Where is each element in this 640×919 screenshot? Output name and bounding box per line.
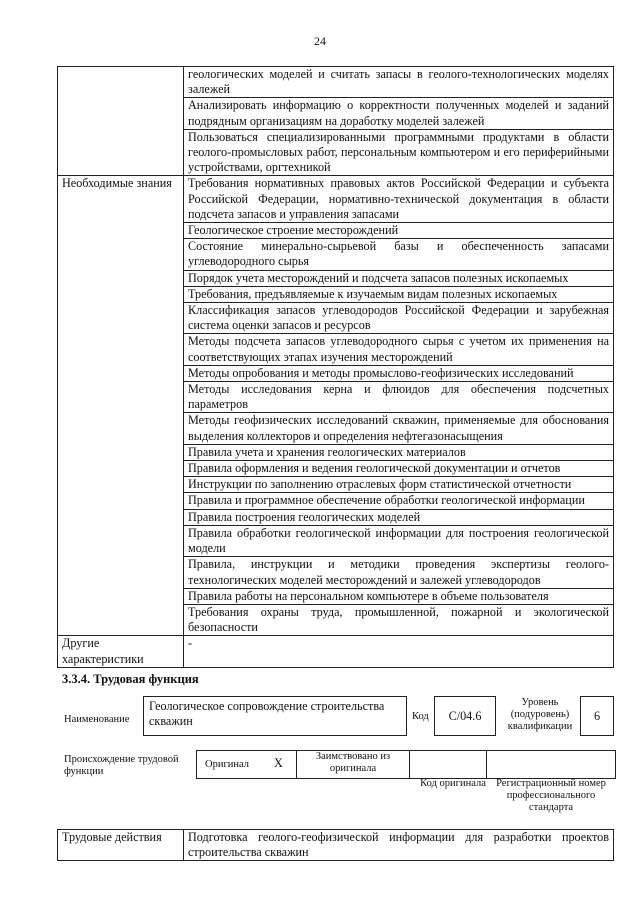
page-number: 24 bbox=[314, 34, 326, 48]
row-text: - bbox=[184, 636, 614, 667]
table-row bbox=[58, 176, 614, 223]
row-text: Правила, инструкции и методики проведения экспертизы геолого-технологических моделей месторождений и залежей углеводородов bbox=[184, 557, 614, 588]
row-text: Инструкции по заполнению отраслевых форм статистической отчетности bbox=[184, 477, 614, 493]
row-text: Правила построения геологических моделей bbox=[184, 509, 614, 525]
code-caption: Код оригинала bbox=[420, 778, 486, 789]
function-name: Геологическое сопровождение строительства скважин bbox=[143, 696, 407, 736]
function-code: С/04.6 bbox=[434, 696, 496, 736]
row-label: Необходимые знания bbox=[58, 176, 184, 636]
row-label bbox=[58, 67, 184, 176]
row-text: Правила учета и хранения геологических материалов bbox=[184, 444, 614, 460]
original-label: Оригинал bbox=[205, 759, 249, 770]
row-text: Методы опробования и методы промыслово-геофизических исследований bbox=[184, 365, 614, 381]
row-text: Анализировать информацию о корректности полученных моделей и заданий подрядным организациям на доработку моделей залежей bbox=[184, 98, 614, 129]
row-text: Пользоваться специализированными программными продуктами в области геолого-промысловых работ, персональным компьютером и его периферийными устройствами, оргтехникой bbox=[184, 129, 614, 176]
labor-actions-table bbox=[57, 829, 614, 861]
row-text: Методы исследования керна и флюидов для обеспечения подсчетных параметров bbox=[184, 382, 614, 413]
row-text: Правила обработки геологической информации для построения геологической модели bbox=[184, 525, 614, 556]
row-text: Методы геофизических исследований скважин, применяемые для обоснования выделения коллекторов и определения нефтегазонасыщения bbox=[184, 413, 614, 444]
row-text: Правила и программное обеспечение обработки геологической информации bbox=[184, 493, 614, 509]
row-text: Требования, предъявляемые к изучаемым видам полезных ископаемых bbox=[184, 286, 614, 302]
section-title: 3.3.4. Трудовая функция bbox=[62, 672, 199, 686]
row-text: Методы подсчета запасов углеводородного сырья с учетом их применения на соответствующих этапах изучения месторождений bbox=[184, 334, 614, 365]
level-label: Уровень (подуровень) квалификации bbox=[507, 697, 573, 732]
row-text: Требования нормативных правовых актов Российской Федерации и субъекта Российской Федерации, нормативно-технической документация в области подсчета запасов и управления запасами bbox=[184, 176, 614, 223]
labor-actions-row bbox=[58, 830, 614, 861]
labor-actions-text: Подготовка геолого-геофизической информации для разработки проектов строительства скважин bbox=[184, 830, 614, 861]
code-label: Код bbox=[412, 711, 429, 722]
qualification-level: 6 bbox=[580, 696, 614, 736]
origin-divider-2 bbox=[409, 750, 410, 779]
origin-divider-3 bbox=[486, 750, 487, 779]
row-text: Порядок учета месторождений и подсчета запасов полезных ископаемых bbox=[184, 270, 614, 286]
labor-actions-label: Трудовые действия bbox=[58, 830, 184, 861]
table-row bbox=[58, 67, 614, 98]
knowledge-table bbox=[57, 66, 614, 668]
row-text: Правила оформления и ведения геологической документации и отчетов bbox=[184, 461, 614, 477]
origin-box bbox=[196, 750, 616, 779]
borrowed-label: Заимствовано из оригинала bbox=[315, 751, 391, 774]
original-mark: X bbox=[274, 756, 283, 770]
row-text: Классификация запасов углеводородов Российской Федерации и зарубежная система оценки запасов и ресурсов bbox=[184, 303, 614, 334]
row-text: Правила работы на персональном компьютере в объеме пользователя bbox=[184, 588, 614, 604]
row-label: Другие характеристики bbox=[58, 636, 184, 667]
row-text: Требования охраны труда, промышленной, пожарной и экологической безопасности bbox=[184, 604, 614, 635]
table-row bbox=[58, 636, 614, 667]
origin-divider-1 bbox=[296, 750, 297, 779]
row-text: геологических моделей и считать запасы в геолого-технологических моделях залежей bbox=[184, 67, 614, 98]
name-label: Наименование bbox=[64, 714, 130, 725]
row-text: Геологическое строение месторождений bbox=[184, 223, 614, 239]
row-text: Состояние минерально-сырьевой базы и обеспеченность запасами углеводородного сырья bbox=[184, 239, 614, 270]
reg-caption: Регистрационный номер профессионального стандарта bbox=[496, 778, 606, 813]
origin-label: Происхождение трудовой функции bbox=[64, 754, 179, 777]
